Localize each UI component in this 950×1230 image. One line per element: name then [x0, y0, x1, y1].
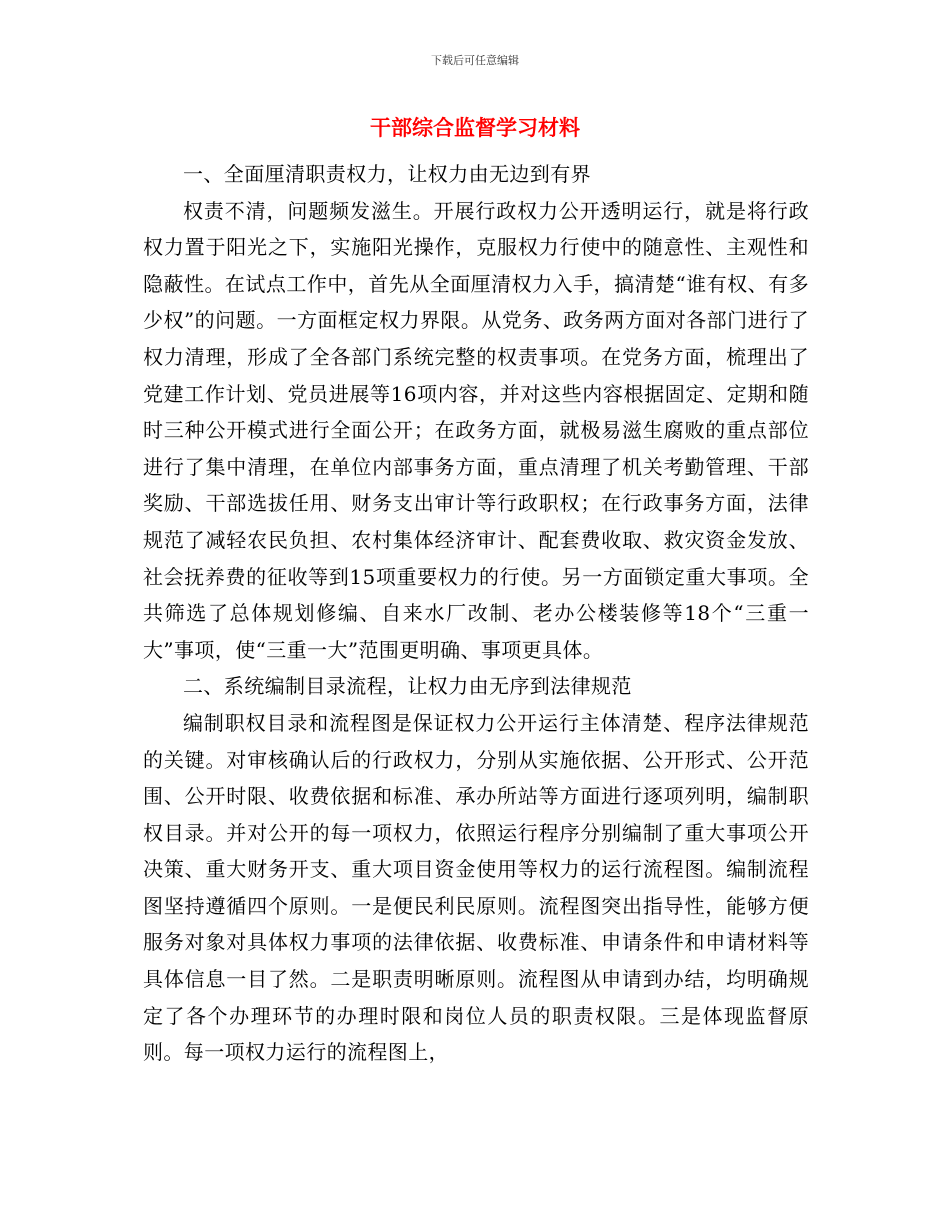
section-heading-1: 一、全面厘清职责权力，让权力由无边到有界: [183, 162, 591, 186]
paragraph: 编制职权目录和流程图是保证权力公开运行主体清楚、程序法律规范的关键。对审核确认后的行政权力，分别从实施依据、公开形式、公开范围、公开时限、收费依据和标准、承办所站等方面进行逐项列明，编制职权目录。并对公开的每一项权力，依照运行程序分别编制了重大事项公开决策、重大财务开支、重大项目资金使用等权力的运行流程图。编制流程图坚持遵循四个原则。一是便民利民原则。流程图突出指导性，能够方便服务对象对具体权力事项的法律依据、收费标准、申请条件和申请材料等具体信息一目了然。二是职责明晰原则。流程图从申请到办结，均明确规定了各个办理环节的办理时限和岗位人员的职责权限。三是体现监督原则。每一项权力运行的流程图上，: [143, 710, 809, 1065]
section-heading-2: 二、系统编制目录流程，让权力由无序到法律规范: [183, 674, 632, 699]
document-body: [143, 156, 809, 1071]
header-note: 下载后可任意编辑: [431, 54, 519, 67]
document-title: 干部综合监督学习材料: [370, 115, 580, 140]
paragraph: 权责不清，问题频发滋生。开展行政权力公开透明运行，就是将行政权力置于阳光之下，实施阳光操作，克服权力行使中的随意性、主观性和隐蔽性。在试点工作中，首先从全面厘清权力入手，搞清楚“谁有权、有多少权”的问题。一方面框定权力界限。从党务、政务两方面对各部门进行了权力清理，形成了全各部门系统完整的权责事项。在党务方面，梳理出了党建工作计划、党员进展等16项内容，并对这些内容根据固定、定期和随时三种公开模式进行全面公开；在政务方面，就极易滋生腐败的重点部位进行了集中清理，在单位内部事务方面，重点清理了机关考勤管理、干部奖励、干部选拔任用、财务支出审计等行政职权；在行政事务方面，法律规范了减轻农民负担、农村集体经济审计、配套费收取、救灾资金发放、社会抚养费的征收等到15项重要权力的行使。另一方面锁定重大事项。全共筛选了总体规划修编、自来水厂改制、老办公楼装修等18个“三重一大”事项，使“三重一大”范围更明确、事项更具体。: [143, 198, 809, 662]
